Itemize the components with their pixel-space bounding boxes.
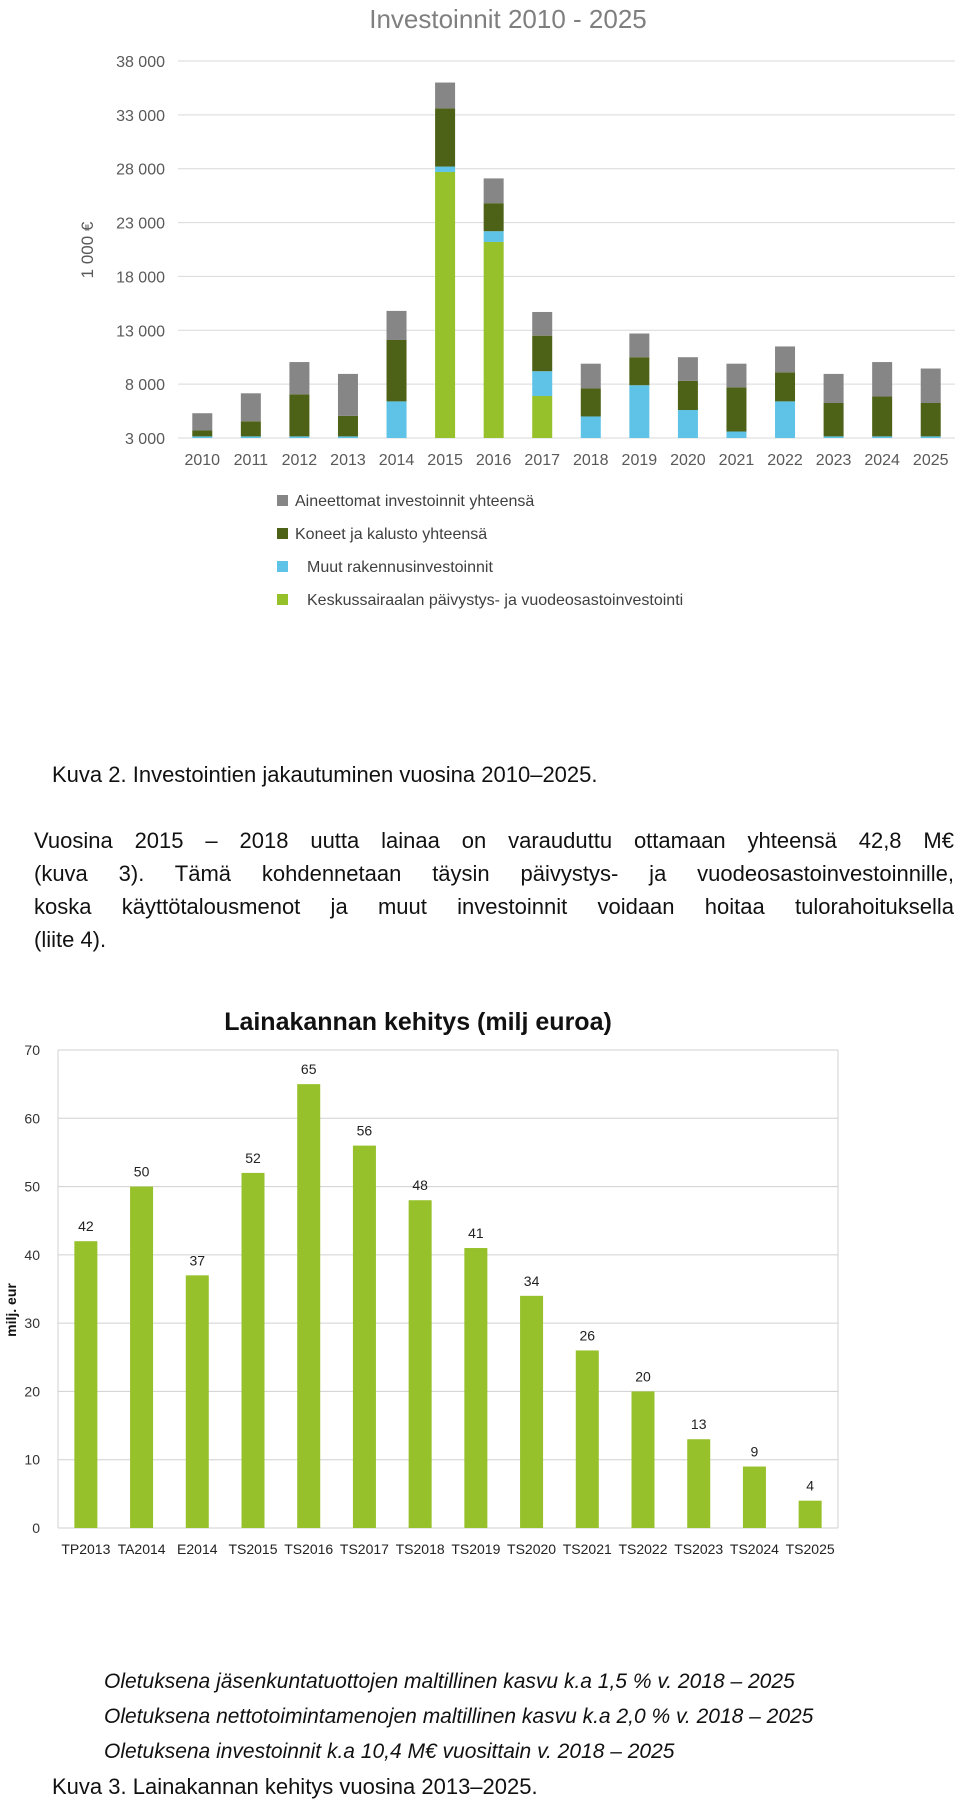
bar-segment (532, 396, 552, 438)
bar-segment (435, 108, 455, 166)
x-tick-label: TS2019 (451, 1541, 501, 1557)
bar-segment (435, 172, 455, 438)
x-tick-label: 2023 (815, 452, 852, 469)
x-tick-label: TP2013 (61, 1541, 111, 1557)
x-tick-label: 2020 (670, 452, 706, 469)
x-tick-label: 2016 (475, 452, 512, 469)
body-paragraph (34, 824, 954, 956)
data-label: 50 (133, 1163, 150, 1180)
bar-segment (629, 385, 649, 438)
x-tick-label: TS2016 (284, 1541, 334, 1557)
y-tick-label: 33 000 (116, 107, 165, 125)
data-label: 41 (468, 1225, 484, 1242)
legend-swatch (277, 528, 288, 539)
x-tick-label: 2014 (378, 452, 415, 469)
bar-segment (678, 381, 698, 410)
data-label: 65 (300, 1061, 317, 1078)
bar-segment (387, 340, 407, 401)
bar-segment (484, 178, 504, 203)
data-label: 26 (579, 1327, 596, 1344)
y-tick-label: 0 (32, 1520, 40, 1536)
x-tick-label: 2025 (912, 452, 949, 469)
bar-segment (289, 362, 309, 394)
legend-label: Keskussairaalan päivystys- ja vuodeosastoinvestointi (307, 592, 684, 609)
y-tick-label: 70 (24, 1042, 40, 1058)
bar (799, 1501, 822, 1528)
y-tick-label: 10 (24, 1451, 40, 1468)
x-tick-label: 2018 (572, 452, 609, 469)
bar-segment (921, 436, 941, 438)
x-tick-label: 2019 (621, 452, 658, 469)
bar (130, 1187, 153, 1528)
bar-segment (824, 374, 844, 403)
bar-segment (241, 436, 261, 438)
loan-chart (0, 990, 960, 1590)
bar-segment (387, 311, 407, 340)
bar-segment (824, 436, 844, 438)
x-tick-label: TS2025 (785, 1541, 835, 1557)
bar-segment (289, 436, 309, 438)
y-tick-label: 30 (24, 1315, 40, 1332)
x-tick-label: 2024 (864, 452, 900, 469)
x-tick-label: 2021 (718, 452, 755, 469)
data-label: 20 (635, 1368, 651, 1385)
chart-title: Investoinnit 2010 - 2025 (369, 4, 647, 34)
data-label: 48 (412, 1177, 428, 1194)
x-tick-label: TS2021 (562, 1541, 612, 1557)
assumption-note: Oletuksena nettotoimintamenojen maltillinen kasvu k.a 2,0 % v. 2018 – 2025 (104, 1705, 814, 1728)
assumption-note: Oletuksena jäsenkuntatuottojen maltillinen kasvu k.a 1,5 % v. 2018 – 2025 (104, 1670, 795, 1693)
bar-segment (192, 436, 212, 438)
bar-segment (678, 357, 698, 381)
bar (74, 1241, 97, 1528)
paragraph-line: Vuosina 2015 – 2018 uutta lainaa on varauduttu ottamaan yhteensä 42,8 M€ (34, 828, 954, 853)
bar-segment (338, 416, 358, 436)
x-tick-label: 2017 (524, 452, 561, 469)
bar-segment (921, 403, 941, 436)
y-tick-label: 40 (24, 1246, 40, 1263)
assumption-note: Oletuksena investoinnit k.a 10,4 M€ vuosittain v. 2018 – 2025 (104, 1740, 675, 1763)
data-label: 37 (189, 1252, 206, 1269)
bar (687, 1439, 710, 1528)
y-tick-label: 38 000 (116, 54, 165, 71)
x-tick-label: 2010 (184, 452, 221, 469)
bar-segment (435, 83, 455, 109)
x-tick-label: TA2014 (117, 1541, 166, 1557)
figure-caption-2: Kuva 2. Investointien jakautuminen vuosina 2010–2025. (52, 762, 598, 787)
bar-segment (338, 374, 358, 416)
bar-segment (581, 364, 601, 389)
x-tick-label: TS2022 (618, 1541, 668, 1557)
paragraph-line: koska käyttötalousmenot ja muut investoinnit voidaan hoitaa tulorahoituksella (34, 894, 954, 919)
bar-segment (629, 357, 649, 385)
bar-segment (387, 401, 407, 438)
legend-label: Aineettomat investoinnit yhteensä (295, 493, 535, 510)
x-tick-label: 2013 (330, 452, 366, 469)
bar-segment (775, 401, 795, 438)
legend-label: Muut rakennusinvestoinnit (307, 559, 493, 576)
x-tick-label: TS2017 (339, 1541, 389, 1557)
bar-segment (824, 403, 844, 436)
bar-segment (192, 413, 212, 430)
y-axis-label: 1 000 € (78, 221, 97, 279)
investment-chart (0, 0, 960, 640)
bar-segment (484, 231, 504, 242)
bar-segment (532, 312, 552, 336)
y-tick-label: 13 000 (116, 323, 165, 341)
bar-segment (241, 421, 261, 436)
bar-segment (872, 436, 892, 438)
bar (186, 1275, 209, 1528)
data-label: 4 (806, 1477, 815, 1494)
bar-segment (484, 203, 504, 231)
data-label: 13 (690, 1416, 707, 1433)
bar (464, 1248, 487, 1528)
bar-segment (192, 430, 212, 436)
y-tick-label: 60 (24, 1110, 40, 1127)
bar-segment (921, 369, 941, 403)
x-tick-label: 2012 (281, 452, 318, 469)
bar (409, 1200, 432, 1528)
y-tick-label: 3 000 (124, 431, 165, 448)
bar-segment (775, 372, 795, 401)
legend-swatch (277, 561, 288, 572)
x-tick-label: 2011 (233, 452, 269, 469)
x-tick-label: TS2015 (228, 1541, 278, 1557)
data-label: 34 (523, 1272, 540, 1289)
x-tick-label: TS2020 (507, 1541, 557, 1557)
bar (242, 1173, 265, 1528)
bar-segment (726, 432, 746, 438)
y-tick-label: 50 (24, 1178, 40, 1195)
bar-segment (629, 334, 649, 358)
data-label: 42 (78, 1218, 94, 1235)
x-tick-label: TS2024 (729, 1541, 779, 1557)
y-tick-label: 28 000 (116, 161, 165, 179)
bar-segment (872, 362, 892, 396)
y-tick-label: 8 000 (124, 377, 165, 395)
y-axis-label: milj. eur (3, 1283, 19, 1337)
data-label: 56 (356, 1122, 373, 1139)
y-tick-label: 23 000 (116, 215, 165, 233)
bar-segment (726, 387, 746, 431)
x-tick-label: TS2023 (674, 1541, 724, 1557)
x-tick-label: 2015 (427, 452, 463, 469)
data-label: 52 (245, 1149, 261, 1166)
bar (353, 1146, 376, 1528)
x-tick-label: TS2018 (395, 1541, 445, 1557)
bar-segment (678, 410, 698, 438)
legend-label: Koneet ja kalusto yhteensä (295, 526, 488, 543)
bar (743, 1467, 766, 1528)
legend-swatch (277, 594, 288, 605)
legend-swatch (277, 495, 288, 506)
bar-segment (581, 416, 601, 438)
bar-segment (775, 346, 795, 372)
paragraph-line: (liite 4). (34, 927, 107, 952)
bar-segment (581, 388, 601, 416)
bar (520, 1296, 543, 1528)
bar-segment (726, 364, 746, 388)
bar-segment (532, 371, 552, 396)
paragraph-line: (kuva 3). Tämä kohdennetaan täysin päivystys- ja vuodeosastoinvestoinnille, (34, 861, 954, 886)
bar-segment (435, 167, 455, 172)
bar-segment (241, 393, 261, 421)
bar (632, 1391, 655, 1528)
figure-caption-3: Kuva 3. Lainakannan kehitys vuosina 2013–2025. (52, 1774, 538, 1799)
bar (576, 1350, 599, 1528)
x-tick-label: 2022 (767, 452, 803, 469)
bar (297, 1084, 320, 1528)
y-tick-label: 18 000 (116, 269, 165, 287)
x-tick-label: E2014 (177, 1541, 218, 1557)
bar-segment (289, 394, 309, 436)
bar-segment (872, 397, 892, 437)
bar-segment (338, 436, 358, 438)
chart-title: Lainakannan kehitys (milj euroa) (224, 1008, 612, 1036)
y-tick-label: 20 (24, 1383, 40, 1400)
bar-segment (532, 336, 552, 372)
data-label: 9 (750, 1443, 759, 1460)
bar-segment (484, 242, 504, 438)
